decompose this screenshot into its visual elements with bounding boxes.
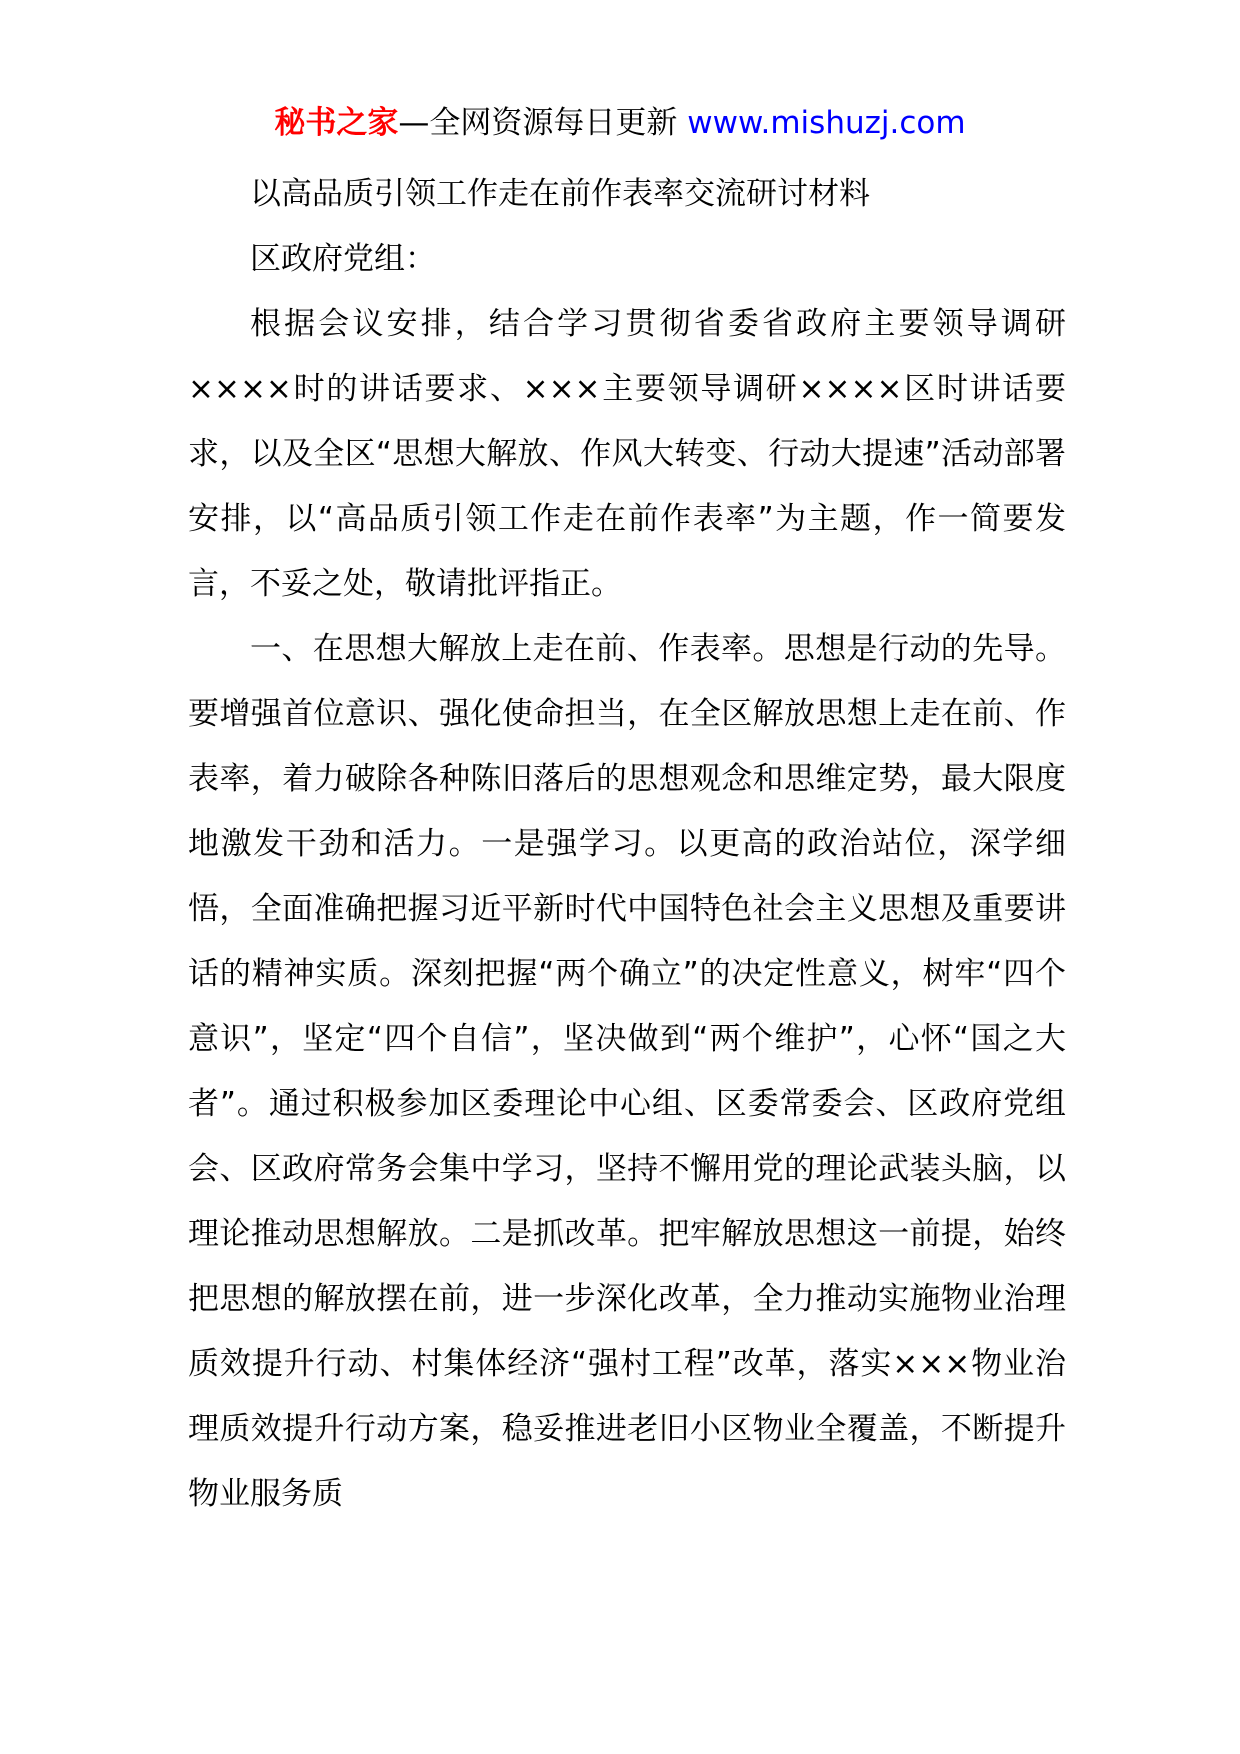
document-body (188, 162, 1066, 1527)
brand-name: 秘书之家 (274, 105, 399, 141)
header-tagline: —全网资源每日更新 (398, 105, 678, 141)
paragraph-section-one: 一、在思想大解放上走在前、作表率。思想是行动的先导。要增强首位意识、强化使命担当，在全区解放思想上走在前、作表率，着力破除各种陈旧落后的思想观念和思维定势，最大限度地激发干劲和活力。一是强学习。以更高的政治站位，深学细悟，全面准确把握习近平新时代中国特色社会主义思想及重要讲话的精神实质。深刻把握“两个确立”的决定性意义，树牢“四个意识”，坚定“四个自信”，坚决做到“两个维护”，心怀“国之大者”。通过积极参加区委理论中心组、区委常委会、区政府党组会、区政府常务会集中学习，坚持不懈用党的理论武装头脑，以理论推动思想解放。二是抓改革。把牢解放思想这一前提，始终把思想的解放摆在前，进一步深化改革，全力推动实施物业治理质效提升行动、村集体经济“强村工程”改革，落实×××物业治理质效提升行动方案，稳妥推进老旧小区物业全覆盖，不断提升物业服务质 (188, 631, 1066, 1512)
website-link[interactable]: www.mishuzj.com (687, 105, 966, 141)
paragraph-intro: 根据会议安排，结合学习贯彻省委省政府主要领导调研××××时的讲话要求、×××主要领导调研××××区时讲话要求，以及全区“思想大解放、作风大转变、行动大提速”活动部署安排，以“高品质引领工作走在前作表率”为主题，作一简要发言，不妥之处，敬请批评指正。 (188, 306, 1066, 602)
document-title: 以高品质引领工作走在前作表率交流研讨材料 (250, 176, 870, 212)
salutation: 区政府党组： (250, 241, 436, 277)
page-header (0, 103, 1240, 143)
